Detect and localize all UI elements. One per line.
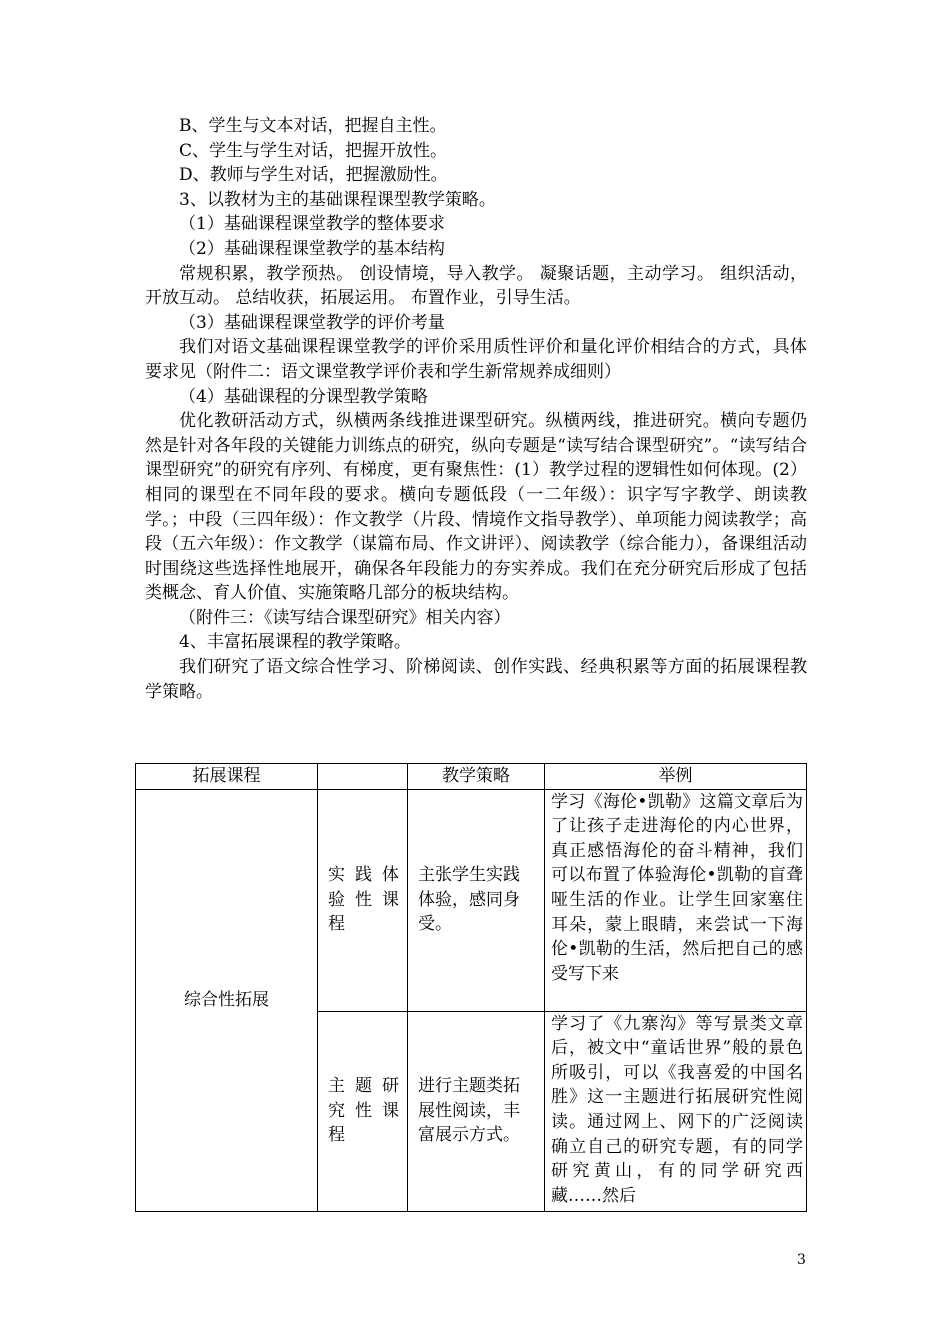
page-number: 3 [797,1252,806,1268]
paragraph-item-d: D、教师与学生对话，把握激励性。 [179,165,448,186]
header-course: 拓展课程 [136,764,318,790]
structure-steps: 常规积累，教学预热。 创设情境，导入教学。 凝聚话题，主动学习。 组织活动，开放互动。 总结收获，拓展运用。 布置作业，引导生活。 [145,263,807,309]
subheading-3: （3）基础课程课堂教学的评价考量 [179,312,445,333]
example-cell: 学习《海伦•凯勒》这篇文章后为了让孩子走进海伦的内心世界，真正感悟海伦的奋斗精神，我们可以布置了体验海伦•凯勒的盲聋哑生活的作业。让学生回家塞住耳朵，蒙上眼睛，来尝试一下海伦•凯勒的生活，然后把自己的感受写下来 [545,789,807,1011]
header-strategy: 教学策略 [408,764,545,790]
paragraph-item-b: B、学生与文本对话，把握自主性。 [179,116,447,136]
subheading-4: （4）基础课程的分课型教学策略 [179,386,428,407]
table-row [136,789,807,1011]
header-type [318,764,408,790]
header-example: 举例 [545,764,807,790]
subheading-2: （2）基础课程课堂教学的基本结构 [179,238,445,259]
course-type-cell: 实践体验性课程 [318,789,408,1011]
extension-paragraph: 我们研究了语文综合性学习、阶梯阅读、创作实践、经典积累等方面的拓展课程教学策略。 [145,657,807,702]
section-heading-4: 4、丰富拓展课程的教学策略。 [179,632,411,653]
subheading-1: （1）基础课程课堂教学的整体要求 [179,214,445,235]
course-type-cell: 主题研究性课程 [318,1011,408,1211]
strategy-cell: 主张学生实践体验，感同身受。 [408,789,545,1011]
paragraph-item-c: C、学生与学生对话，把握开放性。 [179,140,448,161]
strategy-cell: 进行主题类拓展性阅读，丰富展示方式。 [408,1011,545,1211]
attachment-note: （附件三：《读写结合课型研究》相关内容） [179,607,511,628]
extension-course-table [135,763,807,1212]
research-paragraph: 优化教研活动方式，纵横两条线推进课型研究。纵横两线，推进研究。横向专题仍然是针对各年段的关键能力训练点的研究，纵向专题是“读写结合课型研究”。“读写结合课型研究”的研究有序列、有梯度，更有聚焦性：(1）教学过程的逻辑性如何体现。(2）相同的课型在不同年段的要求。横向专题低段（一二年级）：识字写字教学、朗读教学。；中段（三四年级）：作文教学（片段、情境作文指导教学）、单项能力阅读教学；高段（五六年级）：作文教学（谋篇布局、作文讲评）、阅读教学（综合能力），备课组活动时围绕这些选择性地展开，确保各年段能力的夯实养成。我们在充分研究后形成了包括类概念、育人价值、实施策略几部分的板块结构。 [145,411,807,604]
table-header-row [136,764,807,790]
course-name-cell: 综合性拓展 [136,789,318,1211]
evaluation-paragraph: 我们对语文基础课程课堂教学的评价采用质性评价和量化评价相结合的方式，具体要求见（附件二：语文课堂教学评价表和学生新常规养成细则） [145,337,807,382]
body-text [145,114,807,704]
example-cell: 学习了《九寨沟》等写景类文章后，被文中“童话世界”般的景色所吸引，可以《我喜爱的中国名胜》这一主题进行拓展研究性阅读。通过网上、网下的广泛阅读确立自己的研究专题，有的同学研究黄山，有的同学研究西藏……然后 [545,1011,807,1211]
section-heading-3: 3、以教材为主的基础课程课型教学策略。 [179,189,496,210]
